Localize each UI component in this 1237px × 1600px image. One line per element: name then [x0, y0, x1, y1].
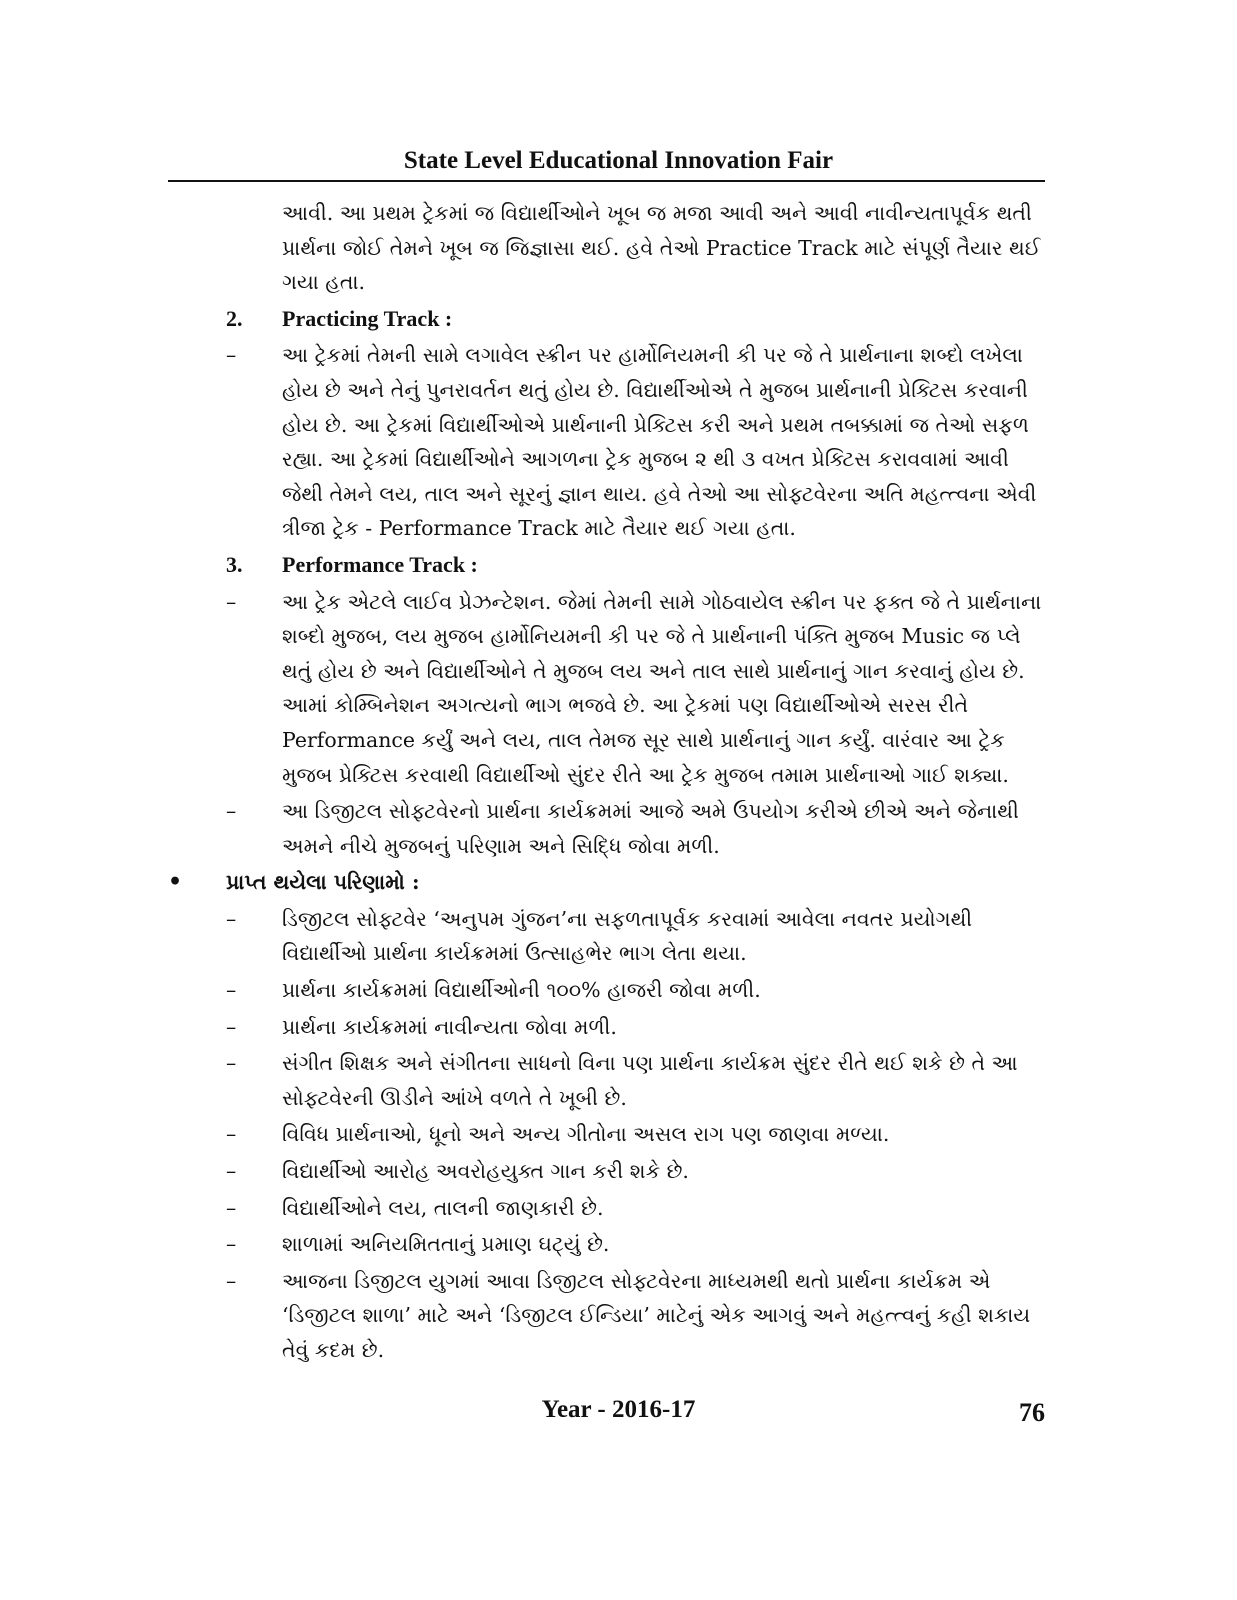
dash-marker: –: [226, 906, 237, 931]
results-heading: [168, 865, 1045, 900]
result-item: [168, 1117, 1045, 1152]
dash-marker: –: [226, 1268, 237, 1293]
result-item-text: આજના ડિજીટલ યુગમાં આવા ડિજીટલ સોફ્ટવેરના માધ્યમથી થતો પ્રાર્થના કાર્યક્રમ એ ‘ડિજીટલ શાળા’ માટે અને ‘ડિજીટલ ઈન્ડિયા’ માટેનું એક આગવું અને મહત્ત્વનું કહી શકાય તેવું કદમ છે.: [282, 1268, 1031, 1362]
section-3-title: Performance Track :: [282, 551, 478, 577]
dash-marker: –: [226, 799, 237, 824]
result-item: [168, 1046, 1045, 1115]
dash-marker: –: [226, 1014, 237, 1039]
page-number: 76: [1019, 1398, 1045, 1427]
result-item: [168, 1227, 1045, 1262]
result-item-text: વિદ્યાર્થીઓ આરોહ અવરોહયુક્ત ગાન કરી શકે છે.: [282, 1159, 689, 1184]
result-item: [168, 1264, 1045, 1368]
header-divider: [168, 180, 1045, 182]
dash-marker: –: [226, 589, 237, 614]
result-item: [168, 1191, 1045, 1226]
dash-marker: –: [226, 1051, 237, 1076]
dash-marker: –: [226, 1159, 237, 1184]
section-3-paragraph-2: [168, 794, 1045, 863]
page-body: [168, 196, 1045, 1370]
results-title: પ્રાપ્ત થયેલા પરિણામો :: [226, 870, 420, 895]
dash-marker: –: [226, 978, 237, 1003]
dash-marker: –: [226, 343, 237, 368]
result-item: [168, 902, 1045, 971]
result-item-text: વિવિધ પ્રાર્થનાઓ, ધૂનો અને અન્ય ગીતોના અસલ રાગ પણ જાણવા મળ્યા.: [282, 1122, 890, 1147]
section-2-text: આ ટ્રેકમાં તેમની સામે લગાવેલ સ્ક્રીન પર હાર્મોનિયમની કી પર જે તે પ્રાર્થનાના શબ્દો લખેલા હોય છે અને તેનું પુનરાવર્તન થતું હોય છે. વિદ્યાર્થીઓએ તે મુજબ પ્રાર્થનાની પ્રેક્ટિસ કરવાની હોય છે. આ ટ્રેકમાં વિદ્યાર્થીઓએ પ્રાર્થનાની પ્રેક્ટિસ કરી અને પ્રથમ તબક્કામાં જ તેઓ સફળ રહ્યા. આ ટ્રેકમાં વિદ્યાર્થીઓને આગળના ટ્રેક મુજબ ૨ થી ૩ વખત પ્રેક્ટિસ કરાવવામાં આવી જેથી તેમને લય, તાલ અને સૂરનું જ્ઞાન થાય. હવે તેઓ આ સોફ્ટવેરના અતિ મહત્ત્વના એવી ત્રીજા ટ્રેક - Performance Track માટે તૈયાર થઈ ગયા હતા.: [282, 343, 1037, 541]
section-3-number: 3.: [226, 551, 243, 577]
bullet-marker: •: [168, 869, 183, 896]
footer-year: Year - 2016-17: [541, 1396, 696, 1423]
result-item-text: ડિજીટલ સોફ્ટવેર ‘અનુપમ ગુંજન’ના સફળતાપૂર્વક કરવામાં આવેલા નવતર પ્રયોગથી વિદ્યાર્થીઓ પ્રાર્થના કાર્યક્રમમાં ઉત્સાહભેર ભાગ લેતા થયા.: [282, 906, 973, 966]
dash-marker: –: [226, 1232, 237, 1257]
section-3-paragraph-1: [168, 585, 1045, 793]
section-2-paragraph: [168, 338, 1045, 546]
result-item-text: વિદ્યાર્થીઓને લય, તાલની જાણકારી છે.: [282, 1195, 604, 1220]
section-2-number: 2.: [226, 305, 243, 331]
page-header-title: State Level Educational Innovation Fair: [403, 147, 834, 174]
dash-marker: –: [226, 1195, 237, 1220]
section-3-text-2: આ ડિજીટલ સોફ્ટવેરનો પ્રાર્થના કાર્યક્રમમાં આજે અમે ઉપયોગ કરીએ છીએ અને જેનાથી અમને નીચે મુજબનું પરિણામ અને સિદ્ધિ જોવા મળી.: [282, 799, 1019, 858]
result-item-text: સંગીત શિક્ષક અને સંગીતના સાધનો વિના પણ પ્રાર્થના કાર્યક્રમ સુંદર રીતે થઈ શકે છે તે આ સોફ્ટવેરની ઊડીને આંખે વળતે તે ખૂબી છે.: [282, 1051, 1018, 1110]
section-2-title: Practicing Track :: [282, 305, 453, 331]
result-item-text: પ્રાર્થના કાર્યક્રમમાં નાવીન્યતા જોવા મળી.: [282, 1014, 617, 1039]
section-3-text-1: આ ટ્રેક એટલે લાઈવ પ્રેઝન્ટેશન. જેમાં તેમની સામે ગોઠવાયેલ સ્ક્રીન પર ફક્ત જે તે પ્રાર્થનાના શબ્દો મુજબ, લય મુજબ હાર્મોનિયમની કી પર જે તે પ્રાર્થનાની પંક્તિ મુજબ Music જ પ્લે થતું હોય છે અને વિદ્યાર્થીઓને તે મુજબ લય અને તાલ સાથે પ્રાર્થનાનું ગાન કરવાનું હોય છે. આમાં કોમ્બિનેશન અગત્યનો ભાગ ભજવે છે. આ ટ્રેકમાં પણ વિદ્યાર્થીઓએ સરસ રીતે Performance કર્યું અને લય, તાલ તેમજ સૂર સાથે પ્રાર્થનાનું ગાન કર્યું. વારંવાર આ ટ્રેક મુજબ પ્રેક્ટિસ કરવાથી વિદ્યાર્થીઓ સુંદર રીતે આ ટ્રેક મુજબ તમામ પ્રાર્થનાઓ ગાઈ શક્યા.: [282, 589, 1042, 787]
dash-marker: –: [226, 1122, 237, 1147]
section-2-heading: [168, 302, 1045, 337]
result-item: [168, 973, 1045, 1008]
result-item-text: શાળામાં અનિયમિતતાનું પ્રમાણ ઘટ્યું છે.: [282, 1232, 610, 1257]
section-3-heading: [168, 548, 1045, 583]
result-item: [168, 1154, 1045, 1189]
result-item: [168, 1010, 1045, 1045]
intro-paragraph: આવી. આ પ્રથમ ટ્રેકમાં જ વિદ્યાર્થીઓને ખૂબ જ મજા આવી અને આવી નાવીન્યતાપૂર્વક થતી પ્રાર્થના જોઈ તેમને ખૂબ જ જિજ્ઞાસા થઈ. હવે તેઓ Practice Track માટે સંપૂર્ણ તૈયાર થઈ ગયા હતા.: [282, 201, 1041, 295]
result-item-text: પ્રાર્થના કાર્યક્રમમાં વિદ્યાર્થીઓની ૧૦૦% હાજરી જોવા મળી.: [282, 978, 761, 1003]
